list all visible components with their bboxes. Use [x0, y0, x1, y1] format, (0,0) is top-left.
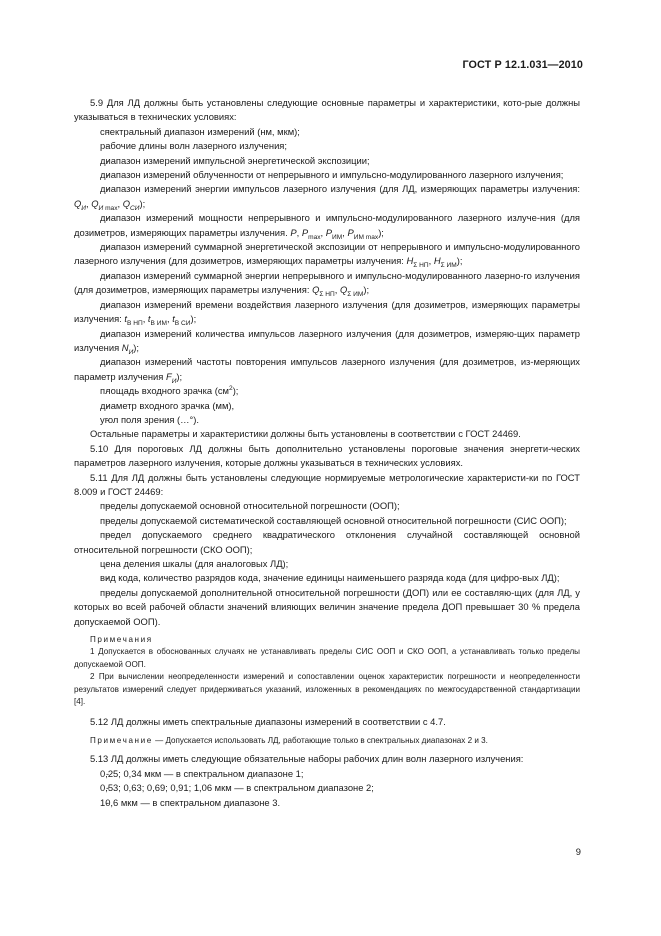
notes-title: Примечания	[90, 635, 153, 645]
list-item: - предел допускаемого среднего квадратического отклонения случайной составляющей основной относительной погрешности (СКО ООП);	[74, 528, 580, 557]
list-item: - диапазон измерений частоты повторения импульсов лазерного излучения (для дозиметров, из-меряющих параметр излучения $F_И$);	[74, 355, 580, 384]
list-item: - диаметр входного зрачка (мм),	[74, 399, 580, 413]
list-item: - 10,6 мкм — в спектральном диапазоне 3.	[74, 796, 580, 810]
note-2: 2 При вычислении неопределенности измерений и сопоставлении оценок характеристик погрешности и неопределенности результатов измерений следует придерживаться указаний, изложенных в рекомендациях по межгосударственной стандартизации [4].	[74, 672, 580, 707]
list-item: - пределы допускаемой систематической составляющей основной относительной погрешности (СИС ООП);	[74, 514, 580, 528]
list-item: - диапазон измерений облученности от непрерывного и импульсно-модулированного лазерного излучения;	[74, 168, 580, 182]
list-item: - рабочие длины волн лазерного излучения;	[74, 139, 580, 153]
document-body	[74, 96, 580, 810]
list-item: - спектральный диапазон измерений (нм, мкм);	[74, 125, 580, 139]
list-item: - цена деления шкалы (для аналоговых ЛД);	[74, 557, 580, 571]
list-item: - пределы допускаемой основной относительной погрешности (ООП);	[74, 499, 580, 513]
clause-5-12: 5.12 ЛД должны иметь спектральные диапазоны измерений в соответствии с 4.7.	[90, 716, 446, 728]
list-item: - диапазон измерений суммарной энергии непрерывного и импульсно-модулированного лазерно-го излучения (для дозиметров, измеряющих параметры излучения: $Q_{\Sigma НП}$, $Q_{\Sigma ИМ}$);	[74, 269, 580, 298]
note-5-12: Примечание — Допускается использовать ЛД, работающие только в спектральных диапазонах 2 и 3.	[90, 735, 488, 745]
list-item: - вид кода, количество разрядов кода, значение единицы наименьшего разряда кода (для цифро-вых ЛД);	[74, 571, 580, 585]
standard-code-header: ГОСТ Р 12.1.031—2010	[462, 59, 583, 71]
list-item: - диапазон измерений импульсной энергетической экспозиции;	[74, 154, 580, 168]
list-item: - 0,53; 0,63; 0,69; 0,91; 1,06 мкм — в спектральном диапазоне 2;	[74, 781, 580, 795]
list-item: - диапазон измерений количества импульсов лазерного излучения (для дозиметров, измеряю-щих параметр излучения $N_И$);	[74, 327, 580, 356]
clause-5-9-closing: Остальные параметры и характеристики должны быть установлены в соответствии с ГОСТ 24469.	[90, 428, 521, 440]
clause-5-9-intro: 5.9 Для ЛД должны быть установлены следующие основные параметры и характеристики, кото-рые должны указываться в технических условиях:	[74, 97, 580, 123]
list-item: - угол поля зрения (…°).	[74, 413, 580, 427]
page-number: 9	[575, 846, 581, 857]
list-item: - пределы допускаемой дополнительной относительной погрешности (ДОП) или ее составляю-щих (для ЛД, у которых во всей рабочей области значений влияющих величин значение предела ДОП превышает 30 % предела допускаемой ООП).	[74, 586, 580, 629]
clause-5-10: 5.10 Для пороговых ЛД должны быть дополнительно установлены пороговые значения энергети-ческих параметров лазерного излучения, которые должны указываться в технических условиях.	[74, 442, 580, 469]
clause-5-13-intro: 5.13 ЛД должны иметь следующие обязательные наборы рабочих длин волн лазерного излучения:	[90, 753, 524, 765]
list-item: - диапазон измерений энергии импульсов лазерного излучения (для ЛД, измеряющих параметры излучения: $Q_И$, $Q_{И max}$, $Q_{СИ}$);	[74, 182, 580, 211]
list-item: - диапазон измерений мощности непрерывного и импульсно-модулированного лазерного излуче-ния (для дозиметров, измеряющих параметры излучения. P, $P_{max}$, $P_{ИМ}$, $P_{ИМ max}$);	[74, 211, 580, 240]
clause-5-11-intro: 5.11 Для ЛД должны быть установлены следующие нормируемые метрологические характеристи-ки по ГОСТ 8.009 и ГОСТ 24469:	[74, 471, 580, 497]
note-1: 1 Допускается в обоснованных случаях не устанавливать пределы СИС ООП и СКО ООП, а устанавливать только пределы допускаемой ООП.	[74, 647, 580, 669]
list-item: - диапазон измерений суммарной энергетической экспозиции от непрерывного и импульсно-модулированного лазерного излучения (для дозиметров, измеряющих параметры излучения: $H_{\Sigma НП}$, $H_{\Sigma ИМ}$);	[74, 240, 580, 269]
list-item: - 0,25; 0,34 мкм — в спектральном диапазоне 1;	[74, 767, 580, 781]
list-item: - площадь входного зрачка $(см^2)$;	[74, 384, 580, 398]
list-item: - диапазон измерений времени воздействия лазерного излучения (для дозиметров, измеряющих параметры излучения: $t_{В НП}$, $t_{В ИМ}$, $t_{В СИ}$);	[74, 298, 580, 327]
